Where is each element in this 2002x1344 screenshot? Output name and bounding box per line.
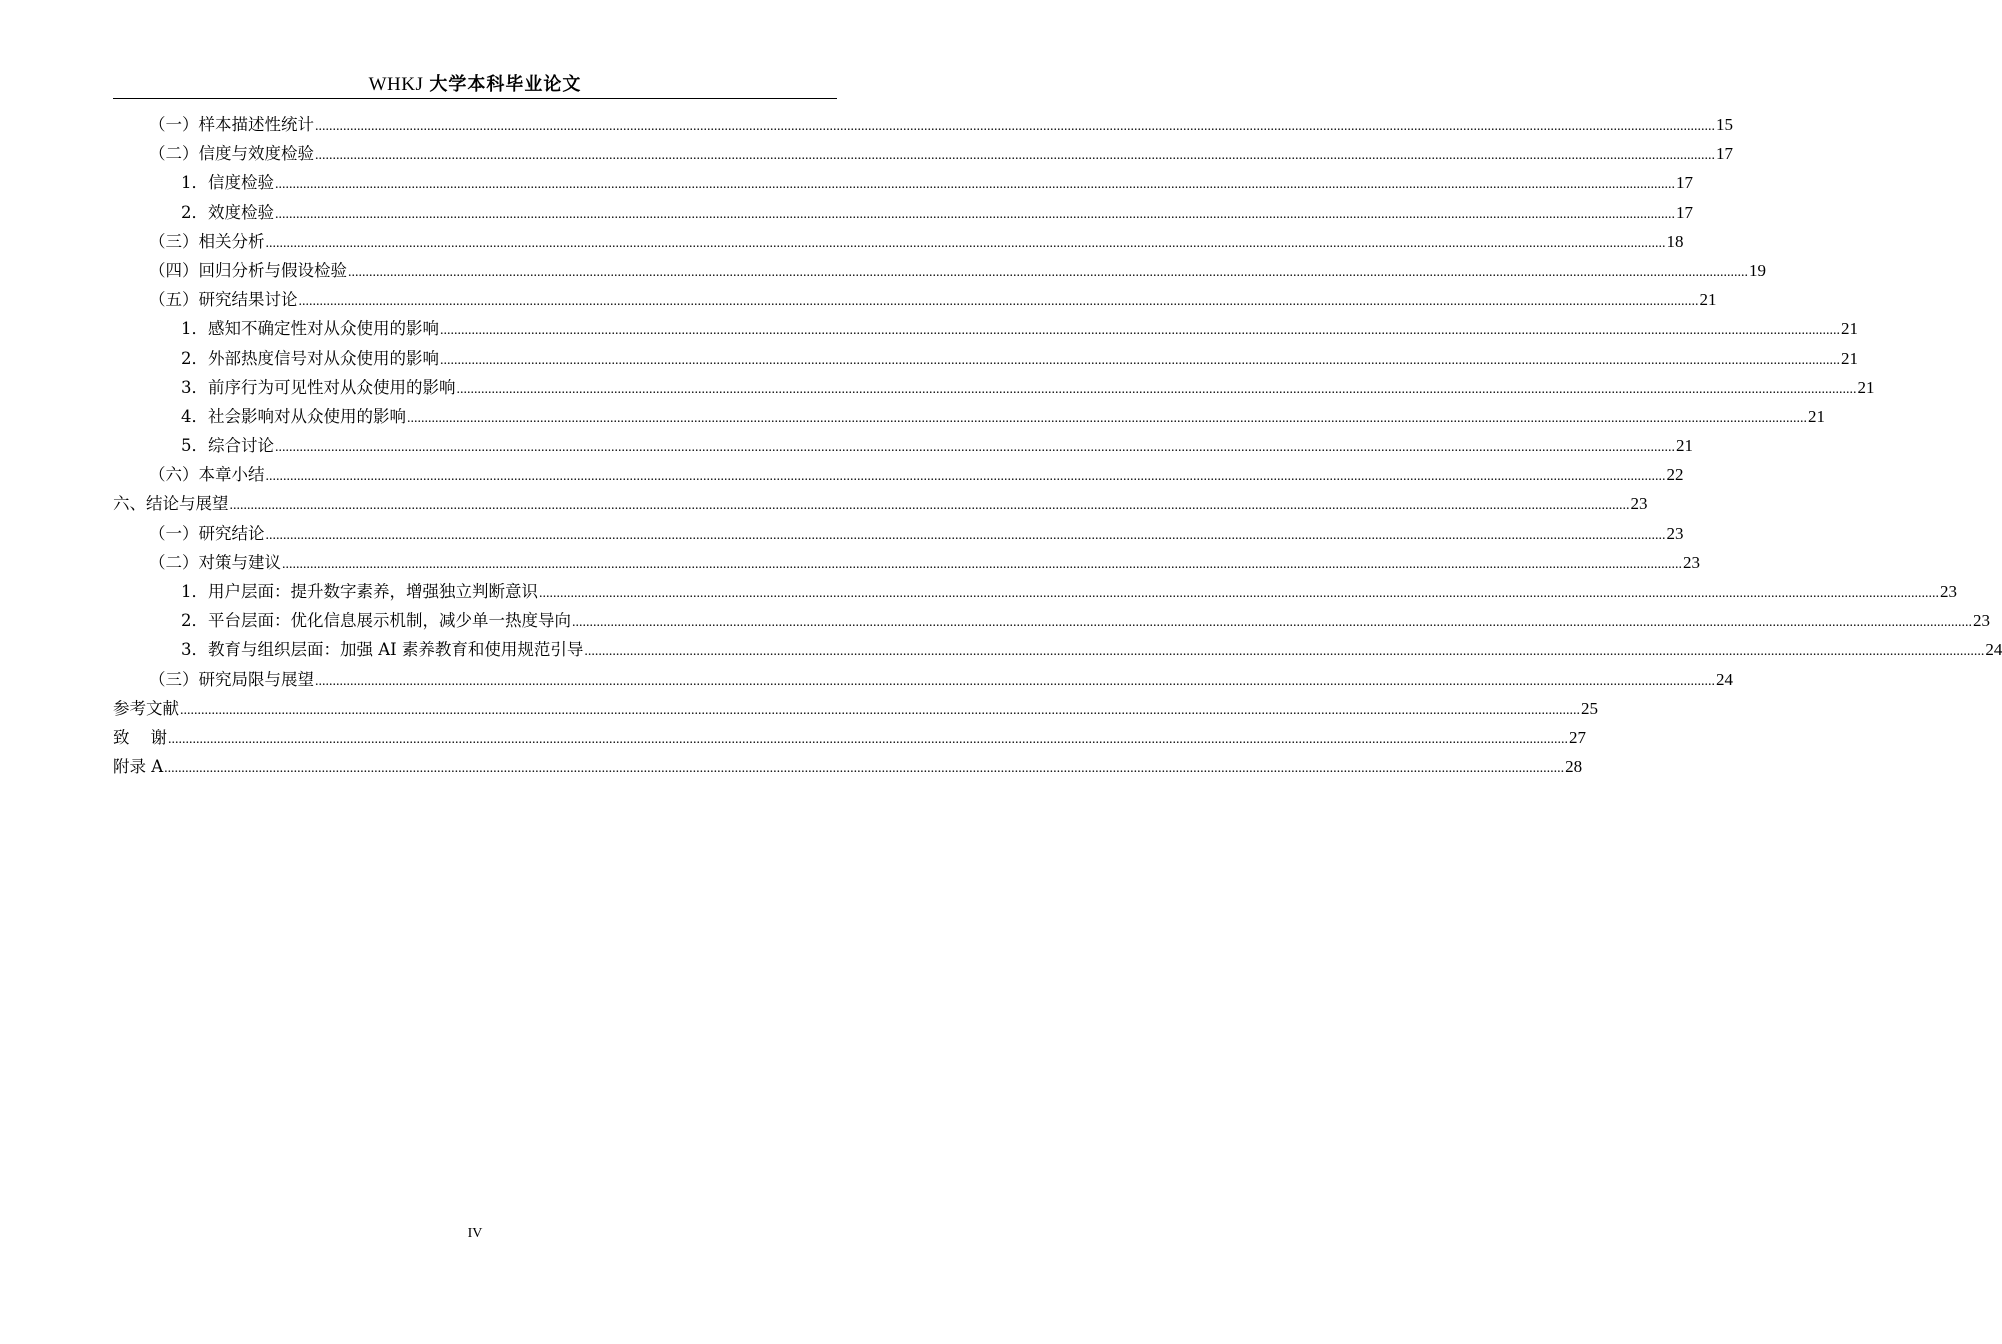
toc-entry-page: 21 [1841,348,1858,368]
toc-entry[interactable] [113,577,1957,606]
toc-dot-leader: ................................................................................................................................................................................................................................................................................................................................................................................................................ [298,294,1699,310]
toc-entry-label: 2．平台层面：优化信息展示机制，减少单一热度导向 [181,611,571,631]
toc-entry-page: 28 [1565,757,1583,777]
toc-entry-page: 25 [1581,698,1598,718]
toc-entry-page: 21 [1676,436,1693,456]
toc-dot-leader: ................................................................................................................................................................................................................................................................................................................................................................................................................ [440,323,1840,339]
toc-entry-label: 4．社会影响对从众使用的影响 [181,406,406,426]
toc-entry[interactable] [113,431,1693,460]
toc-entry-page: 27 [1568,727,1586,747]
toc-entry-page: 24 [1985,640,2002,660]
toc-entry[interactable] [113,548,1700,577]
toc-entry[interactable] [113,723,1586,752]
toc-entry[interactable] [113,314,1858,343]
toc-entry[interactable] [113,373,1875,402]
toc-dot-leader: ................................................................................................................................................................................................................................................................................................................................................................................................................ [180,702,1580,718]
toc-dot-leader: ................................................................................................................................................................................................................................................................................................................................................................................................................ [282,556,1682,572]
toc-entry-page: 22 [1666,465,1684,485]
toc-entry-page: 21 [1857,377,1875,397]
toc-entry-label: （二）信度与效度检验 [149,144,314,164]
toc-entry-page: 21 [1841,319,1858,339]
toc-entry[interactable] [113,519,1684,548]
toc-entry-label: （一）研究结论 [149,523,265,543]
toc-entry-label: 5．综合讨论 [181,436,274,456]
toc-dot-leader: ................................................................................................................................................................................................................................................................................................................................................................................................................ [572,615,1972,631]
toc-dot-leader: ................................................................................................................................................................................................................................................................................................................................................................................................................ [456,381,1857,397]
toc-dot-leader: ................................................................................................................................................................................................................................................................................................................................................................................................................ [164,761,1565,777]
toc-dot-leader: ................................................................................................................................................................................................................................................................................................................................................................................................................ [584,644,1985,660]
page-header [113,70,837,98]
toc-dot-leader: ................................................................................................................................................................................................................................................................................................................................................................................................................ [348,264,1748,280]
toc-entry[interactable] [113,198,1693,227]
toc-entry[interactable] [113,285,1717,314]
toc-entry-label: 1．信度检验 [181,173,274,193]
toc-entry[interactable] [113,168,1693,197]
toc-entry[interactable] [113,606,1990,635]
toc-entry[interactable] [113,344,1858,373]
toc-entry-page: 17 [1676,173,1693,193]
header-title: 大学本科毕业论文 [429,74,582,95]
toc-entry-page: 18 [1666,231,1684,251]
toc-entry-page: 17 [1716,144,1733,164]
toc-entry-label: 六、结论与展望 [113,494,229,514]
toc-entry-page: 23 [1940,582,1957,601]
toc-dot-leader: ................................................................................................................................................................................................................................................................................................................................................................................................................ [407,410,1807,426]
toc-entry-page: 17 [1676,202,1693,222]
toc-entry-label: 1．用户层面：提升数字素养，增强独立判断意识 [181,582,538,601]
toc-dot-leader: ................................................................................................................................................................................................................................................................................................................................................................................................................ [275,206,1675,222]
header-rule [113,98,837,99]
toc-entry[interactable] [113,139,1733,168]
toc-entry-page: 21 [1808,406,1825,426]
toc-entry-label: 2．外部热度信号对从众使用的影响 [181,348,439,368]
toc-dot-leader: ................................................................................................................................................................................................................................................................................................................................................................................................................ [440,352,1840,368]
toc-entry[interactable] [113,110,1733,139]
toc-dot-leader: ................................................................................................................................................................................................................................................................................................................................................................................................................ [275,440,1675,456]
toc-dot-leader: ................................................................................................................................................................................................................................................................................................................................................................................................................ [315,673,1715,689]
toc-entry-page: 23 [1683,552,1700,572]
toc-dot-leader: ................................................................................................................................................................................................................................................................................................................................................................................................................ [167,731,1568,747]
toc-entry-page: 23 [1973,611,1990,631]
toc-entry-label: 参考文献 [113,698,179,718]
toc-entry-label: （一）样本描述性统计 [149,115,314,134]
toc-entry[interactable] [113,635,2002,664]
toc-entry-label: 附录 A [113,757,164,777]
toc-entry-page: 23 [1630,494,1648,514]
toc-dot-leader: ................................................................................................................................................................................................................................................................................................................................................................................................................ [315,119,1715,134]
toc-entry[interactable] [113,489,1648,518]
header-brand: WHKJ [368,74,424,95]
toc-entry-label: （三）相关分析 [149,231,265,251]
page-number: IV [467,1226,483,1241]
toc-entry[interactable] [113,665,1733,694]
toc-entry-label: （五）研究结果讨论 [149,290,298,310]
table-of-contents [113,110,2002,781]
toc-entry-label: （三）研究局限与展望 [149,669,314,689]
toc-entry-page: 15 [1716,115,1733,134]
toc-entry-label: （四）回归分析与假设检验 [149,260,347,280]
toc-entry-label: 2．效度检验 [181,202,274,222]
toc-entry-page: 24 [1716,669,1733,689]
toc-dot-leader: ................................................................................................................................................................................................................................................................................................................................................................................................................ [229,498,1630,514]
toc-dot-leader: ................................................................................................................................................................................................................................................................................................................................................................................................................ [275,177,1675,193]
toc-entry[interactable] [113,402,1825,431]
toc-entry-page: 21 [1699,290,1717,310]
toc-entry[interactable] [113,460,1684,489]
toc-entry[interactable] [113,256,1766,285]
toc-entry[interactable] [113,227,1684,256]
toc-dot-leader: ................................................................................................................................................................................................................................................................................................................................................................................................................ [265,235,1666,251]
toc-dot-leader: ................................................................................................................................................................................................................................................................................................................................................................................................................ [539,586,1939,601]
toc-dot-leader: ................................................................................................................................................................................................................................................................................................................................................................................................................ [315,148,1715,164]
toc-dot-leader: ................................................................................................................................................................................................................................................................................................................................................................................................................ [265,469,1666,485]
toc-dot-leader: ................................................................................................................................................................................................................................................................................................................................................................................................................ [265,527,1666,543]
toc-entry[interactable] [113,752,1583,781]
toc-entry-label: 1．感知不确定性对从众使用的影响 [181,319,439,339]
toc-entry-label: 致 谢 [113,727,167,747]
toc-entry-label: 3．教育与组织层面：加强 AI 素养教育和使用规范引导 [181,640,584,660]
toc-entry[interactable] [113,694,1598,723]
toc-entry-label: （六）本章小结 [149,465,265,485]
toc-entry-page: 23 [1666,523,1684,543]
toc-entry-page: 19 [1749,260,1766,280]
toc-entry-label: （二）对策与建议 [149,552,281,572]
toc-entry-label: 3．前序行为可见性对从众使用的影响 [181,377,456,397]
